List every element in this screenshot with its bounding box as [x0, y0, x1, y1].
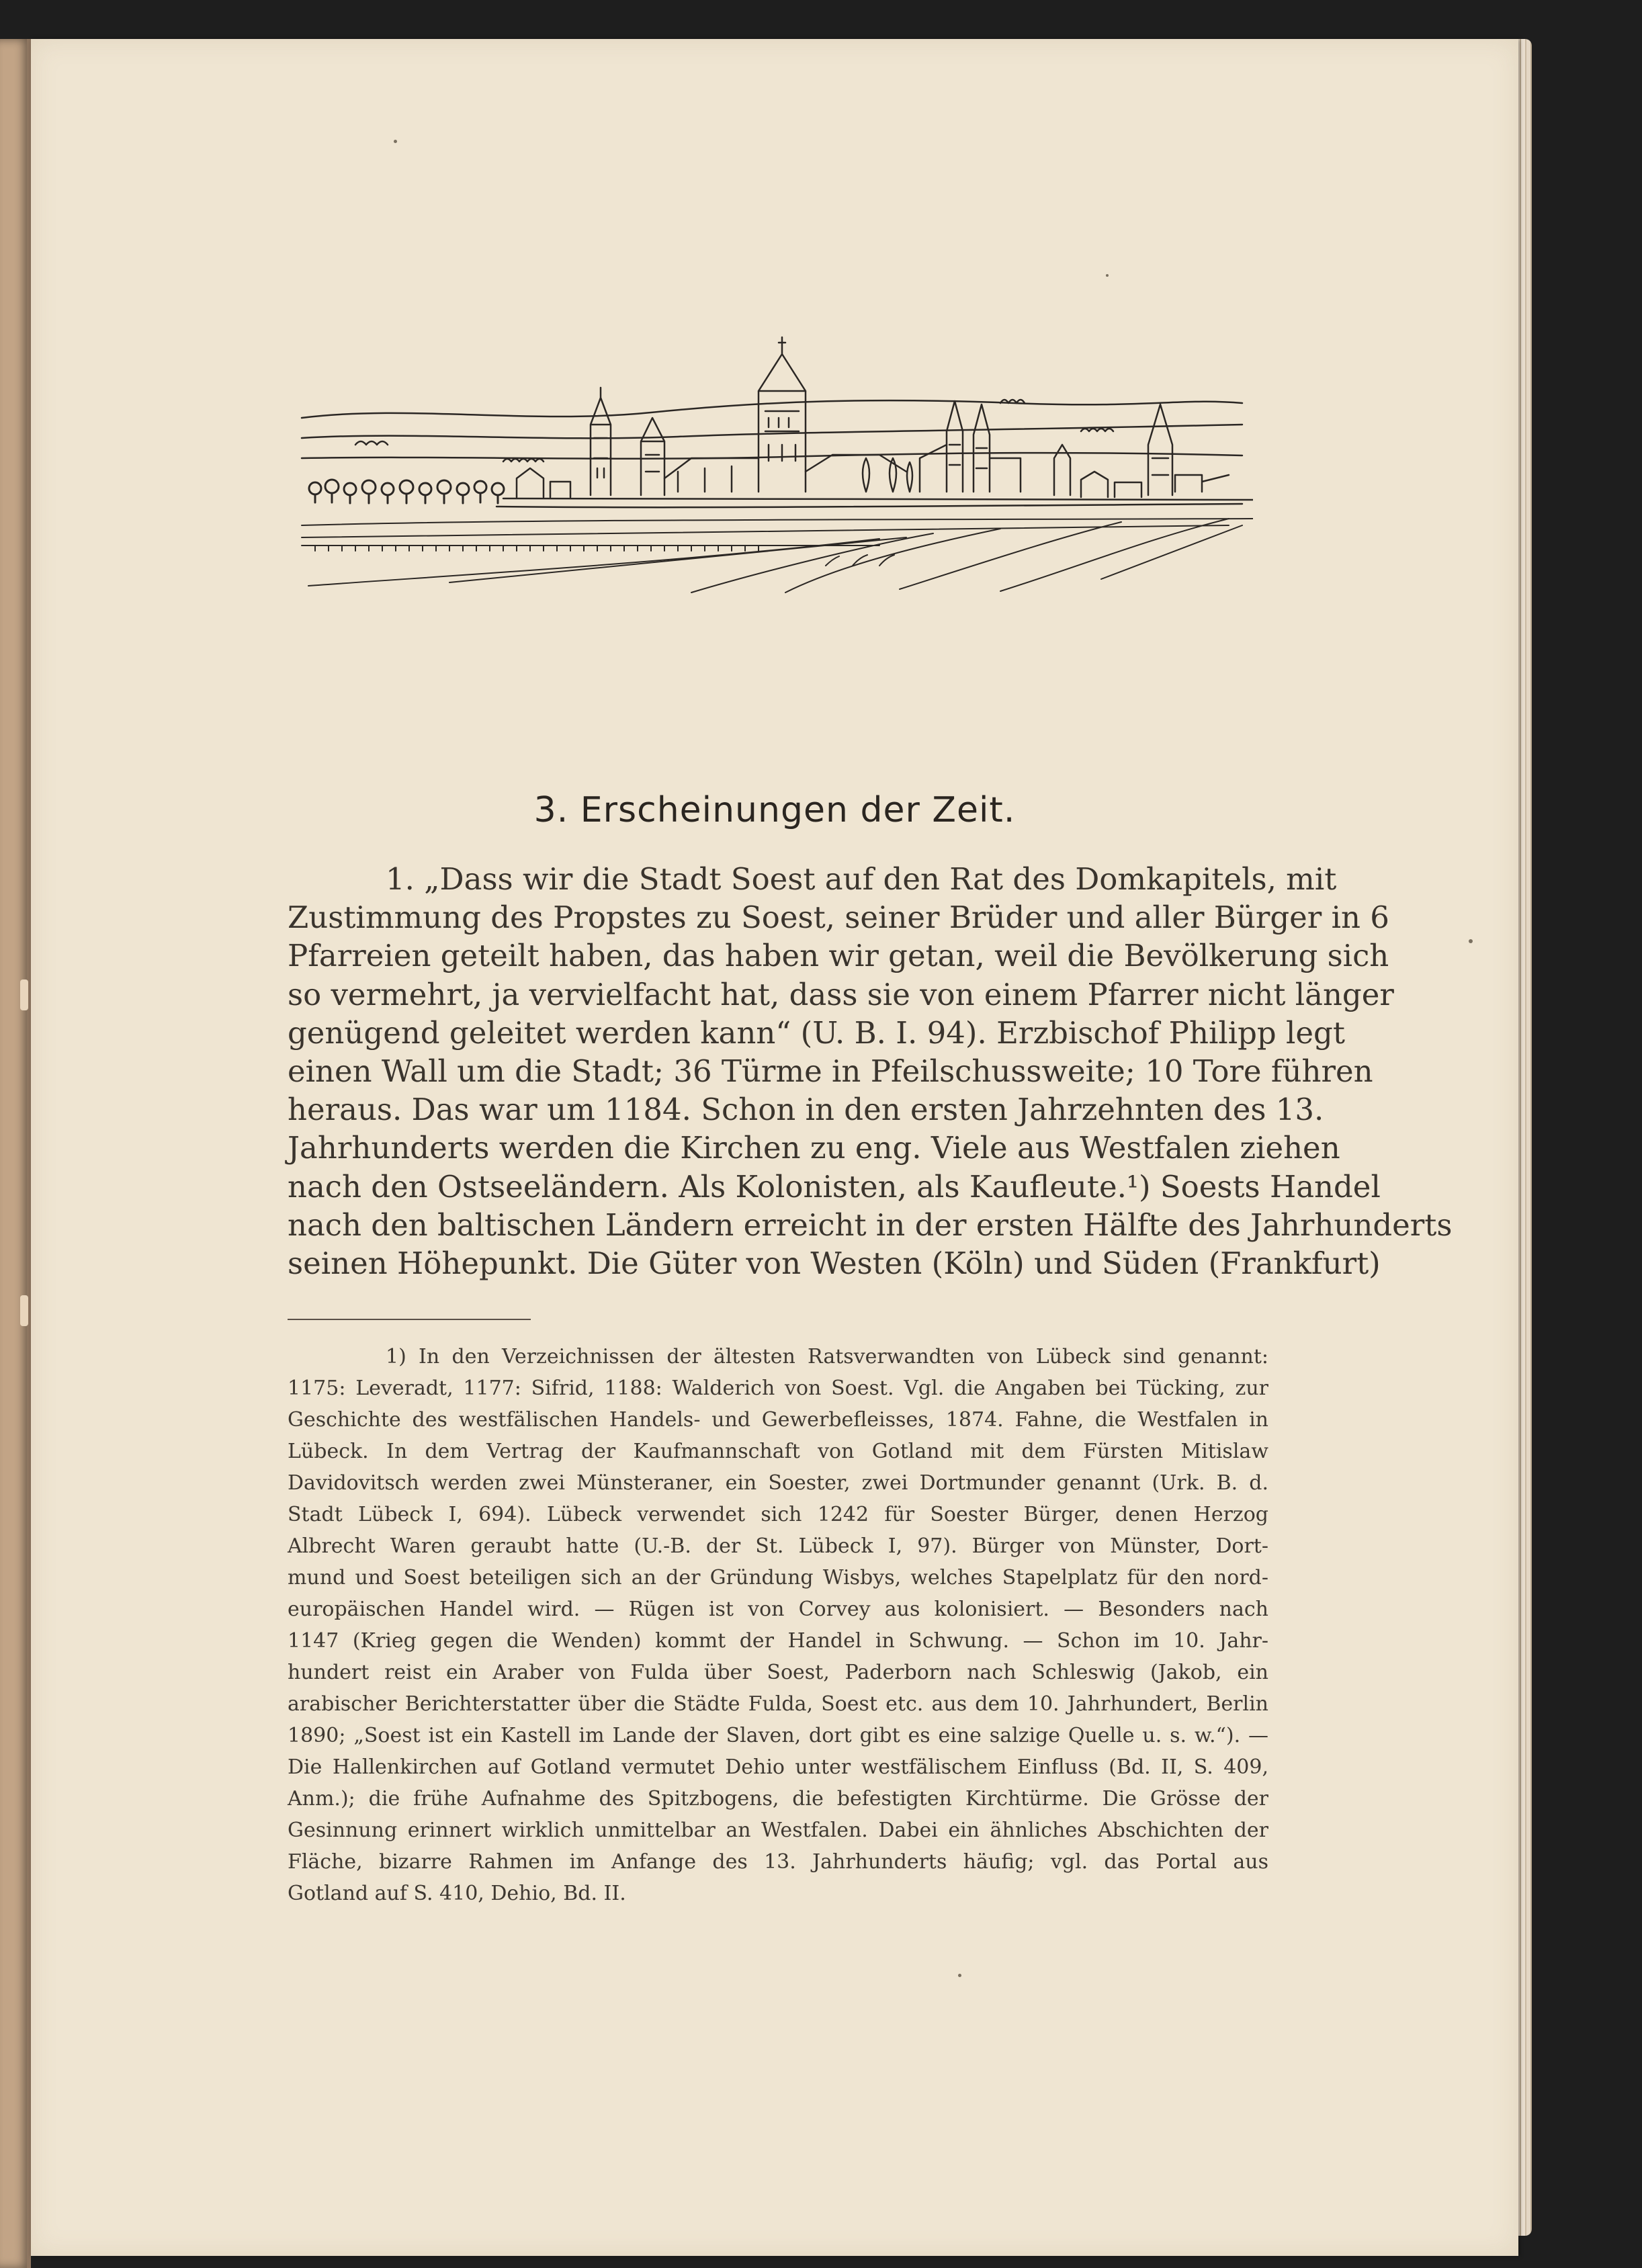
body-line: Jahrhunderts werden die Kirchen zu eng. Viele aus Westfalen ziehen	[288, 1130, 1340, 1166]
body-line: einen Wall um die Stadt; 36 Türme in Pfeilschussweite; 10 Tore führen	[288, 1053, 1373, 1089]
footnote-line: hundert reist ein Araber von Fulda über Soest, Paderborn nach Schleswig (Jakob, ein	[288, 1661, 1268, 1684]
footnote-line: Lübeck. In dem Vertrag der Kaufmannschaft von Gotland mit dem Fürsten Mitislaw	[288, 1440, 1268, 1463]
footnote-line: Gotland auf S. 410, Dehio, Bd. II.	[288, 1882, 626, 1905]
footnote-line: Geschichte des westfälischen Handels- und Gewerbefleisses, 1874. Fahne, die Westfalen in	[288, 1408, 1268, 1432]
body-line: genügend geleitet werden kann“ (U. B. I. 94). Erzbischof Philipp legt	[288, 1014, 1345, 1051]
footnote-line: Davidovitsch werden zwei Münsteraner, ein Soester, zwei Dortmunder genannt (Urk. B. d.	[288, 1471, 1268, 1495]
body-paragraph	[288, 860, 1453, 1282]
footnote-line: Die Hallenkirchen auf Gotland vermutet Dehio unter westfälischem Einfluss (Bd. II, S. 409,	[288, 1755, 1268, 1779]
body-line: Pfarreien geteilt haben, das haben wir getan, weil die Bevölkerung sich	[288, 938, 1389, 974]
footnote-line: 1147 (Krieg gegen die Wenden) kommt der Handel in Schwung. — Schon im 10. Jahr-	[288, 1629, 1268, 1653]
soest-skyline-illustration	[275, 324, 1253, 673]
page-tab	[20, 979, 28, 1010]
section-heading: 3. Erscheinungen der Zeit.	[533, 790, 1016, 830]
body-line: Zustimmung des Propstes zu Soest, seiner Brüder und aller Bürger in 6	[288, 900, 1389, 936]
footnote-line: 1) In den Verzeichnissen der ältesten Ratsverwandten von Lübeck sind genannt:	[386, 1345, 1268, 1368]
adjacent-page-edge	[0, 39, 31, 2268]
footnote-line: Gesinnung erinnert wirklich unmittelbar an Westfalen. Dabei ein ähnliches Abschichten der	[288, 1819, 1268, 1842]
body-line: nach den Ostseeländern. Als Kolonisten, als Kaufleute.¹) Soests Handel	[288, 1168, 1381, 1205]
footnote-line: 1175: Leveradt, 1177: Sifrid, 1188: Walderich von Soest. Vgl. die Angaben bei Tücking, zur	[288, 1377, 1268, 1400]
body-line: nach den baltischen Ländern erreicht in der ersten Hälfte des Jahrhunderts	[288, 1207, 1453, 1243]
body-line: 1. „Dass wir die Stadt Soest auf den Rat des Domkapitels, mit	[386, 861, 1337, 897]
footnote-line: Anm.); die frühe Aufnahme des Spitzbogens, die befestigten Kirchtürme. Die Grösse der	[288, 1787, 1268, 1811]
paper-speck	[958, 1974, 961, 1977]
footnote-line: Stadt Lübeck I, 694). Lübeck verwendet sich 1242 für Soester Bürger, denen Herzog	[288, 1503, 1268, 1526]
body-line: heraus. Das war um 1184. Schon in den ersten Jahrzehnten des 13.	[288, 1092, 1324, 1128]
footnote-line: europäischen Handel wird. — Rügen ist von Corvey aus kolonisiert. — Besonders nach	[288, 1598, 1268, 1621]
footnote-block	[288, 1341, 1268, 1909]
paper-speck	[1469, 939, 1473, 943]
body-line: seinen Höhepunkt. Die Güter von Westen (Köln) und Süden (Frankfurt)	[288, 1245, 1381, 1281]
footnote-line: arabischer Berichterstatter über die Städte Fulda, Soest etc. aus dem 10. Jahrhundert, Berlin	[288, 1692, 1268, 1716]
footnote-divider	[288, 1319, 531, 1320]
body-line: so vermehrt, ja vervielfacht hat, dass sie von einem Pfarrer nicht länger	[288, 976, 1394, 1012]
footnote-line: Fläche, bizarre Rahmen im Anfange des 13. Jahrhunderts häufig; vgl. das Portal aus	[288, 1850, 1268, 1874]
book-page	[31, 39, 1518, 2256]
page-tab	[20, 1295, 28, 1326]
paper-speck	[394, 140, 397, 143]
footnote-line: mund und Soest beteiligen sich an der Gründung Wisbys, welches Stapelplatz für den nord-	[288, 1566, 1268, 1589]
footnote-line: Albrecht Waren geraubt hatte (U.-B. der St. Lübeck I, 97). Bürger von Münster, Dort-	[288, 1534, 1268, 1558]
paper-speck	[1106, 274, 1109, 277]
footnote-line: 1890; „Soest ist ein Kastell im Lande der Slaven, dort gibt es eine salzige Quelle u. s. w.“). —	[288, 1724, 1268, 1747]
